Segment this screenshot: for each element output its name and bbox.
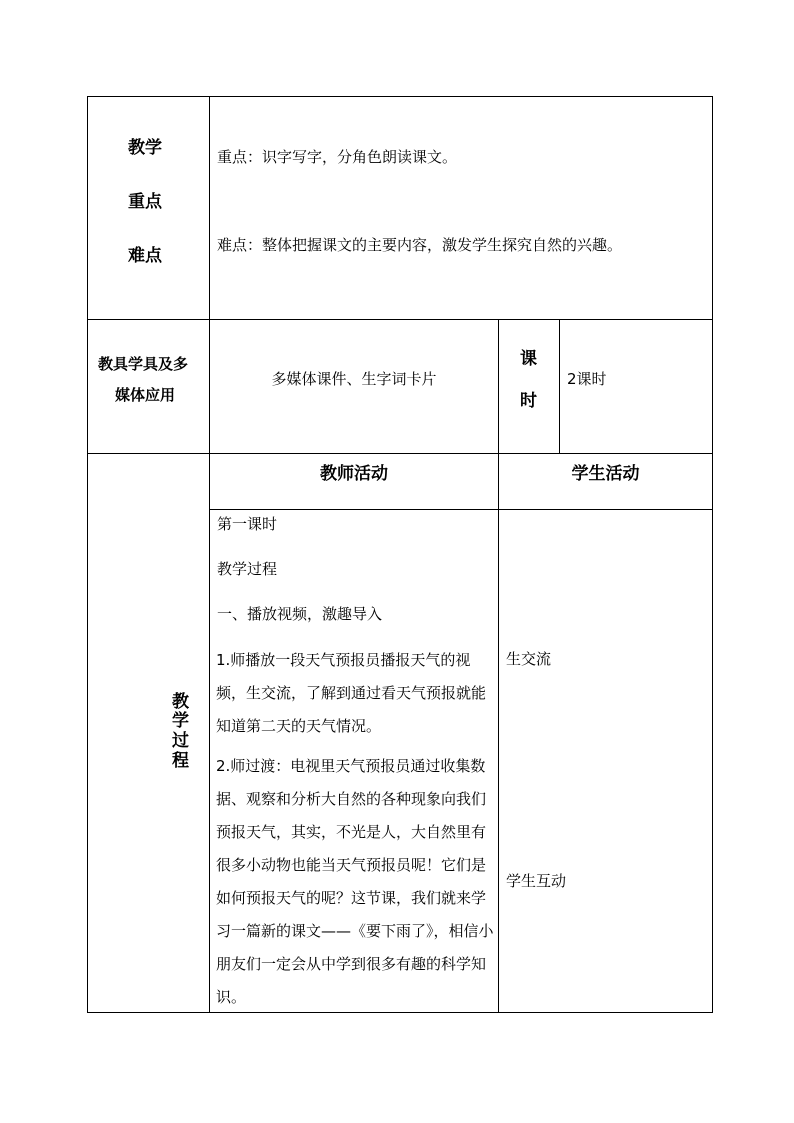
- key-points-label-line-2: 重点: [128, 192, 162, 212]
- row-divider-2: [87, 453, 713, 454]
- process-label-char-1: 教: [172, 692, 189, 712]
- student-note-2: 学生互动: [506, 872, 567, 890]
- materials-label-line-1: 教具学具及多: [98, 355, 189, 373]
- table-border-right: [712, 96, 713, 1013]
- hours-label-line-1: 课: [520, 349, 537, 369]
- section-title: 教学过程: [217, 560, 278, 578]
- lesson-number: 第一课时: [217, 515, 278, 533]
- row-divider-1: [87, 319, 713, 320]
- hours-value: 2课时: [567, 370, 607, 388]
- hours-column-divider: [559, 319, 560, 453]
- teacher-activity-item-1: 1.师播放一段天气预报员播报天气的视频，生交流，了解到通过看天气预报就能知道第二天的天气情况。: [216, 651, 487, 735]
- process-label-char-4: 程: [172, 751, 189, 771]
- middle-column-divider: [498, 319, 499, 1013]
- key-points-label-line-1: 教学: [128, 138, 162, 158]
- process-label-char-3: 过: [172, 731, 189, 751]
- table-border-left: [87, 96, 88, 1013]
- step-title: 一、播放视频，激趣导入: [217, 605, 383, 623]
- focus-text: 重点：识字写字，分角色朗读课文。: [217, 148, 458, 166]
- materials-value: 多媒体课件、生字词卡片: [271, 370, 437, 388]
- teacher-activity-header: 教师活动: [320, 464, 388, 484]
- student-activity-header: 学生活动: [571, 464, 640, 484]
- teacher-activity-item-2: 2.师过渡：电视里天气预报员通过收集数据、观察和分析大自然的各种现象向我们预报天气，其实，不光是人，大自然里有很多小动物也能当天气预报员呢！它们是如何预报天气的呢？这节课，我们就来学习一篇新的课文——《要下雨了》，相信小朋友们一定会从中学到很多有趣的科学知识。: [216, 757, 494, 1006]
- label-column-divider: [209, 96, 210, 1013]
- header-divider: [209, 509, 713, 510]
- difficulty-text: 难点：整体把握课文的主要内容，激发学生探究自然的兴趣。: [217, 236, 623, 254]
- student-note-1: 生交流: [506, 650, 552, 668]
- process-label-char-2: 学: [172, 711, 189, 731]
- key-points-label-line-3: 难点: [128, 246, 162, 266]
- table-border-top: [87, 96, 713, 97]
- materials-label-line-2: 媒体应用: [115, 386, 176, 404]
- hours-label-line-2: 时: [520, 391, 537, 411]
